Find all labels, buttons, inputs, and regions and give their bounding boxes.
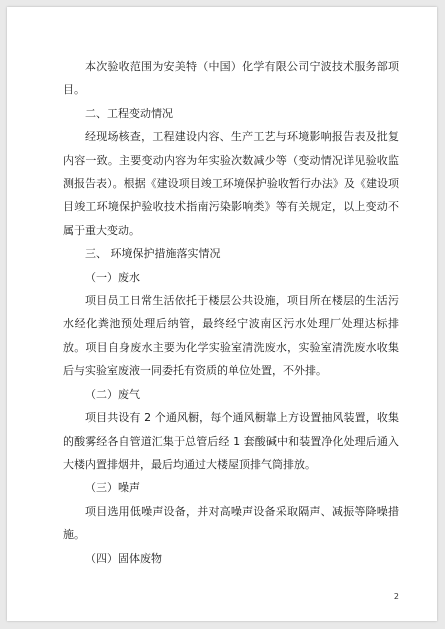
subheading-noise: （三）噪声 [85,481,140,495]
section-heading-project-changes: 二、工程变动情况 [85,106,173,120]
subheading-wastewater: （一）废水 [85,270,140,284]
noise-paragraph: 项目选用低噪声设备，并对高噪声设备采取隔声、减振等降噪措施。 [63,504,399,542]
section-heading-environmental-measures: 三、 环境保护措施落实情况 [85,247,221,261]
waste-gas-paragraph: 项目共设有 2 个通风橱，每个通风橱靠上方设置抽风装置，收集的酸雾经各自管道汇集于总管后经 1 套酸碱中和装置净化处理后通入大楼内置排烟井，最后均通过大楼屋顶排气筒排放。 [63,411,399,471]
project-changes-paragraph: 经现场核查，工程建设内容、生产工艺与环境影响报告表及批复内容一致。主要变动内容为年实验次数减少等（变动情况详见验收监测报告表）。根据《建设项目竣工环境保护验收暂行办法》及《建设项目竣工环境保护验收技术指南污染影响类》等有关规定，以上变动不属于重大变动。 [63,130,399,237]
subheading-waste-gas: （二）废气 [85,387,140,401]
subheading-solid-waste: （四）固体废物 [85,551,162,565]
body-text [63,55,399,570]
page-number: 2 [393,592,399,601]
wastewater-paragraph: 项目员工日常生活依托于楼层公共设施，项目所在楼层的生活污水经化粪池预处理后纳管，最终经宁波南区污水处理厂处理达标排放。项目自身废水主要为化学实验室清洗废水，实验室清洗废水收集后与实验室废液一同委托有资质的单位处置，不外排。 [63,294,399,378]
scope-paragraph: 本次验收范围为安美特（中国）化学有限公司宁波技术服务部项目。 [63,60,399,97]
document-page [7,7,437,621]
